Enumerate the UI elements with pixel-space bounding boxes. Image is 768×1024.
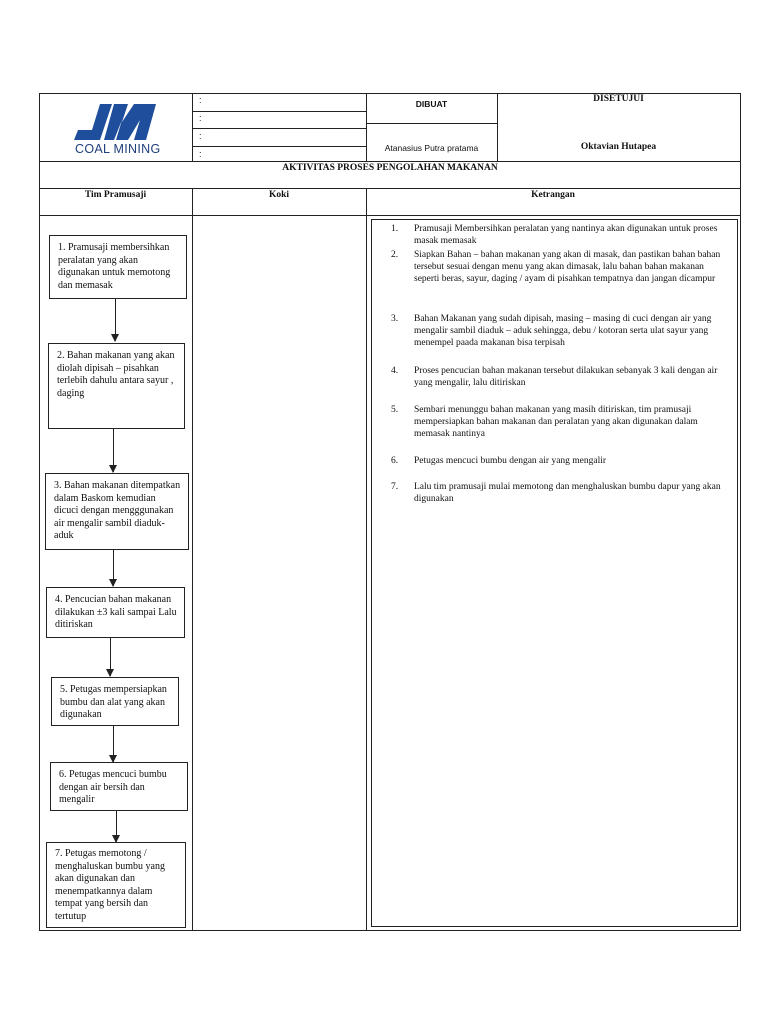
field-colon: : <box>199 149 202 159</box>
list-item-number: 1. <box>391 224 399 234</box>
list-item-number: 7. <box>391 482 399 492</box>
disetujui-name: Oktavian Hutapea <box>580 142 657 152</box>
list-item-number: 5. <box>391 405 399 415</box>
flow-arrow <box>116 811 117 842</box>
flow-step-1: 1. Pramusaji membersihkan peralatan yang akan digunakan untuk memotong dan memasak <box>49 235 187 299</box>
dibuat-name: Atanasius Putra pratama <box>384 143 479 153</box>
column-header-keterangan: Ketrangan <box>531 190 575 200</box>
dibuat-label: DIBUAT <box>415 99 448 109</box>
column-header-koki: Koki <box>268 190 290 200</box>
field-colon: : <box>199 113 202 123</box>
list-item-text: Pramusaji Membersihkan peralatan yang nantinya akan digunakan untuk proses masak memasak <box>414 224 718 246</box>
flow-step-4: 4. Pencucian bahan makanan dilakukan ±3 kali sampai Lalu ditiriskan <box>46 587 185 638</box>
list-item-number: 3. <box>391 314 399 324</box>
column-header-tim-pramusaji: Tim Pramusaji <box>84 190 147 200</box>
list-item-text: Bahan Makanan yang sudah dipisah, masing – masing di cuci dengan air yang mengalir sambil diaduk – aduk sehingga, debu / kotoran serta ulat sayur yang menempel paada makanan bisa terpisah <box>414 314 712 348</box>
flow-step-6: 6. Petugas mencuci bumbu dengan air bersih dan mengalir <box>50 762 188 811</box>
flow-arrow <box>115 299 116 341</box>
list-item-text: Siapkan Bahan – bahan makanan yang akan di masak, dan pastikan bahan bahan tersebut sesuai dengan menu yang akan dimasak, lalu bahan bahan makanan seperti beras, sayur, daging / ayam di pisahkan tempatnya dan jangan dicampur <box>414 250 721 284</box>
list-item-text: Petugas mencuci bumbu dengan air yang mengalir <box>414 456 607 466</box>
flow-arrow <box>110 638 111 676</box>
logo-text: COAL MINING <box>75 142 161 156</box>
list-item-number: 2. <box>391 250 399 260</box>
list-item-text: Lalu tim pramusaji mulai memotong dan menghaluskan bumbu dapur yang akan digunakan <box>414 482 721 504</box>
list-item-text: Proses pencucian bahan makanan tersebut dilakukan sebanyak 3 kali dengan air yang mengalir, lalu ditiriskan <box>414 366 718 388</box>
flow-step-7: 7. Petugas memotong / menghaluskan bumbu yang akan digunakan dan menempatkannya dalam tempat yang bersih dan tertutup <box>46 842 186 928</box>
flow-arrow <box>113 726 114 762</box>
field-colon: : <box>199 95 202 105</box>
list-item-number: 4. <box>391 366 399 376</box>
list-item-number: 6. <box>391 456 399 466</box>
company-logo <box>70 100 165 158</box>
disetujui-label: DISETUJUI <box>593 94 644 104</box>
flow-arrow <box>113 429 114 472</box>
flow-step-2: 2. Bahan makanan yang akan diolah dipisah – pisahkan terlebih dahulu antara sayur , daging <box>48 343 185 429</box>
coal-mining-logo-icon <box>70 100 165 144</box>
flow-step-3: 3. Bahan makanan ditempatkan dalam Baskom kemudian dicuci dengan mengggunakan air mengalir sambil diaduk-aduk <box>45 473 189 550</box>
list-item-text: Sembari menunggu bahan makanan yang masih ditiriskan, tim pramusaji mempersiapkan bahan makanan dan peralatan yang akan digunakan dalam memasak nantinya <box>414 405 698 439</box>
flow-arrow <box>113 550 114 586</box>
flow-step-5: 5. Petugas mempersiapkan bumbu dan alat yang akan digunakan <box>51 677 179 726</box>
field-colon: : <box>199 131 202 141</box>
page-title: AKTIVITAS PROSES PENGOLAHAN MAKANAN <box>282 163 498 173</box>
